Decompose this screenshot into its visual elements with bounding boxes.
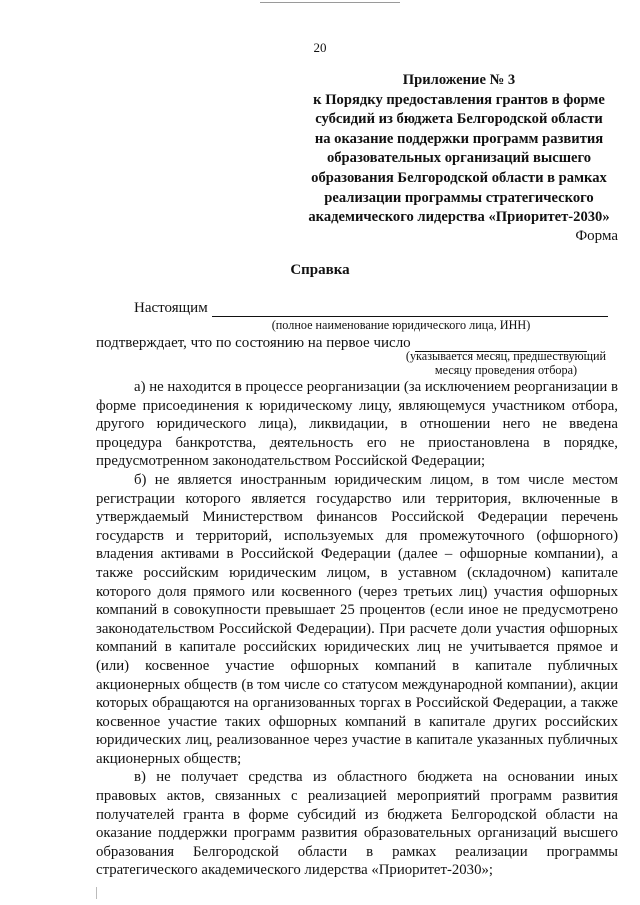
date-field-label: подтверждает, что по состоянию на первое число [96,335,411,351]
form-label: Форма [575,228,618,244]
organization-field-row [134,300,608,317]
clause-b: б) не является иностранным юридическим лицом, в том числе местом регистрации которого является государство или территория, включенные в утверждаемый Министерством финансов Российской Федерации перечень государств и территорий, используемых для промежуточного (офшорного) владения активами в Российской Федерации (далее – офшорные компании), а также российским юридическим лицом, в уставном (складочном) капитале которого доля прямого или косвенного (через третьих лиц) участия офшорных компаний в совокупности превышает 25 процентов (если иное не предусмотрено законодательством Российской Федерации). При расчете доли участия офшорных компаний в капитале российских юридических лиц не учитывается прямое и (или) косвенное участие офшорных компаний в капитале публичных акционерных обществ (в том числе со статусом международной компании), акции которых обращаются на организованных торгах в Российской Федерации, а также косвенное участие таких офшорных компаний в капитале других российских юридических лиц, реализованное через участие в капитале указанных публичных акционерных обществ; [96,471,618,767]
appendix-line: на оказание поддержки программ развития [314,130,604,147]
appendix-line: Приложение № 3 [402,72,516,88]
document-body [96,378,618,880]
page-number: 20 [313,40,327,55]
appendix-line: реализации программы стратегического [324,189,594,206]
date-field-hint-line: (указывается месяц, предшествующий [405,349,607,363]
scan-artifact-line [260,2,400,3]
appendix-header [292,71,626,228]
appendix-line: к Порядку предоставления грантов в форме [313,91,605,108]
clause-a: а) не находится в процессе реорганизации (за исключением реорганизации в форме присоединения к юридическому лицу, являющемуся участником отбора, другого юридического лица), ликвидации, в отношении него не введена процедура банкротства, деятельность его не приостановлена в порядке, предусмотренном законодательством Российской Федерации; [96,379,618,470]
scan-margin-mark [96,887,97,899]
appendix-line: образования Белгородской области в рамках [311,169,607,186]
clause-c: в) не получает средства из областного бюджета на основании иных правовых актов, связанных с реализацией мероприятий программ развития получателей гранта в форме субсидий из бюджета Белгородской области на оказание поддержки программ развития образовательных организаций высшего образования Белгородской области в рамках реализации программы стратегического академического лидерства «Приоритет-2030»; [96,769,618,879]
organization-field-hint: (полное наименование юридического лица, ИНН) [271,318,531,332]
appendix-line: образовательных организаций высшего [326,150,592,167]
appendix-line: академического лидерства «Приоритет-2030» [308,209,610,226]
appendix-line: субсидий из бюджета Белгородской области [315,111,603,128]
date-field-hint [384,349,628,377]
document-title: Справка [290,262,350,278]
organization-field-line[interactable] [212,301,608,317]
date-field-hint-line: месяцу проведения отбора) [434,363,578,377]
organization-field-label: Настоящим [134,300,208,316]
